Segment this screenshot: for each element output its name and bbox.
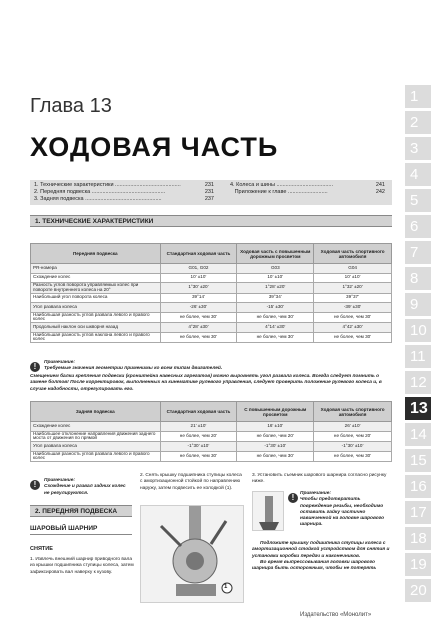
chapter-tab-6[interactable]: 6: [405, 215, 431, 239]
column-header: Стандартная ходовая часть: [160, 244, 237, 264]
cell-value: 10’ ±10’: [237, 273, 314, 283]
row-label: Наибольший угол поворота колеса: [31, 293, 161, 303]
figure-illustration: [141, 506, 245, 604]
note-heading: Примечание:: [44, 478, 75, 483]
warning-icon: !: [30, 480, 40, 490]
note-heading: Примечание:: [44, 360, 75, 365]
chapter-tab-8[interactable]: 8: [405, 267, 431, 291]
note-geometry-body: Смещением балки крепления подвески (кронштейна навесных агрегатов) можно выровнять угол развала колеса. Всегда следует помнить о замене болтов! После корректировок, выполненных на кинематике рулевого управления, следует проверить положение рулевого колеса и, в случае надобности, отрегулировать его.: [30, 374, 382, 392]
cell-value: не более, чем 30’: [314, 332, 392, 343]
cell-value: 1°28’ ±20’: [237, 283, 314, 294]
chapter-tab-12[interactable]: 12: [405, 371, 431, 395]
step-3-text: 3. Установить съемник шарового шарнира согласно рисунку ниже.: [252, 473, 387, 485]
page-title: ХОДОВАЯ ЧАСТЬ: [30, 132, 279, 162]
cell-value: 10’ ±10’: [314, 273, 392, 283]
toc-num: 4.: [230, 182, 235, 188]
toc-page: 231: [204, 182, 214, 188]
warning-icon: !: [288, 493, 298, 503]
cell-value: -26’ ±30’: [160, 303, 237, 313]
cell-value: не более, чем 30’: [160, 451, 237, 462]
cell-value: 21’ ±10’: [160, 422, 237, 432]
cell-value: 1°30’ ±20’: [160, 283, 237, 294]
toc-item[interactable]: Приложение к главе .......................... 242: [234, 189, 385, 195]
row-label: Наибольшая разность углов наклона левого и правого колес: [31, 332, 161, 343]
row-label: Разность углов поворота управляемых колес при повороте внутреннего колеса на 20°: [31, 283, 161, 294]
table-row: [31, 332, 392, 343]
cell-value: не более, чем 20’: [314, 431, 392, 442]
toc-item[interactable]: 2. Передняя подвеска ................................................ 231: [34, 189, 214, 195]
table-row: [31, 451, 392, 462]
note-paragraph: Во время выпрессовывания головки шарового шарнира быть осторожным, чтобы не потерять: [252, 559, 377, 572]
cell-value: -15’ ±30’: [237, 303, 314, 313]
table-row: [31, 442, 392, 452]
step-2-text: 2. Снять крышку подшипника ступицы колеса с амортизационной стойкой по направлению наружу, затем подвесить ее колодкой (1).: [140, 473, 242, 491]
cell-value: G03: [237, 264, 314, 274]
publisher-footer: Издательство «Монолит»: [300, 612, 372, 618]
rear-suspension-table: [30, 401, 392, 462]
chapter-label: Глава 13: [30, 95, 112, 117]
cell-value: -1°30’ ±10’: [237, 442, 314, 452]
cell-value: 4°42’ ±30’: [314, 323, 392, 333]
cell-value: 39°37’: [314, 293, 392, 303]
row-label: Продольный наклон оси шкворня назад: [31, 323, 161, 333]
toc-column-right: [230, 182, 385, 203]
cell-value: -1°30’ ±10’: [314, 442, 392, 452]
table-row: [31, 283, 392, 294]
toc-page: 237: [204, 196, 214, 202]
column-header: Ходовая часть с повышенным дорожным просветом: [237, 244, 314, 264]
cell-value: не более, чем 20’: [160, 431, 237, 442]
note-paragraph: Чтобы предотвратить повреждение резьбы, необходимо оставить гайку частично навинченной на головке шарового шарнира.: [300, 497, 385, 528]
table-row: [31, 431, 392, 442]
row-label: Схождение колес: [31, 422, 161, 432]
cell-value: G04: [314, 264, 392, 274]
subsection-heading: ШАРОВЫЙ ШАРНИР: [30, 525, 132, 535]
row-label: Наибольшая разность углов развала левого и правого колес: [31, 451, 161, 462]
cell-value: не более, чем 30’: [160, 332, 237, 343]
table-row: [31, 264, 392, 274]
chapter-tab-10[interactable]: 10: [405, 319, 431, 343]
chapter-tab-5[interactable]: 5: [405, 189, 431, 213]
table-row: [31, 312, 392, 323]
toc-label: Технические характеристики: [40, 182, 114, 188]
section-heading-front-suspension: 2. ПЕРЕДНЯЯ ПОДВЕСКА: [30, 505, 132, 517]
toc-label: Передняя подвеска: [40, 189, 91, 195]
chapter-tab-2[interactable]: 2: [405, 111, 431, 135]
cell-value: 4°28’ ±30’: [160, 323, 237, 333]
column-header: Задняя подвеска: [31, 402, 161, 422]
table-row: [31, 293, 392, 303]
cell-value: 10’ ±10’: [160, 273, 237, 283]
chapter-tab-18[interactable]: 18: [405, 527, 431, 551]
chapter-tab-17[interactable]: 17: [405, 501, 431, 525]
row-label: Наибольшая разность углов развала левого и правого колес: [31, 312, 161, 323]
toc-num: 3.: [34, 196, 39, 202]
cell-value: 1°32’ ±20’: [314, 283, 392, 294]
note-paragraph: Подложите крышку подшипника ступицы колеса с амортизационной стойкой устройством для снятия и установки коробки передач и наконечников.: [252, 541, 390, 559]
row-label: Наибольшее отклонение направления движения заднего моста от движения по прямой: [31, 431, 161, 442]
note-bold-line: Требуемые значения геометрии применимы ко всем типам двигателей.: [44, 366, 223, 372]
chapter-tab-19[interactable]: 19: [405, 553, 431, 577]
chapter-tab-7[interactable]: 7: [405, 241, 431, 265]
step-1-text: 1. Извлечь внешний шарнир приводного вала из крышки подшипника ступицы колеса, затем зафиксировать вал наверху к кузову.: [30, 557, 134, 575]
cell-value: -39’ ±30’: [314, 303, 392, 313]
note-body: Схождение и развал задних колес не регулируются.: [44, 484, 126, 496]
table-row: [31, 303, 392, 313]
figure-puller: [252, 491, 284, 531]
toc-column-left: [34, 182, 214, 203]
table-row: [31, 422, 392, 432]
chapter-tab-20[interactable]: 20: [405, 579, 431, 603]
toc-item[interactable]: 4. Колеса и шины ..................................... 241: [230, 182, 385, 188]
chapter-tab-15[interactable]: 15: [405, 449, 431, 473]
cell-value: 26’ ±10’: [314, 422, 392, 432]
table-row: [31, 323, 392, 333]
cell-value: 39°34’: [237, 293, 314, 303]
chapter-tab-14[interactable]: 14: [405, 423, 431, 447]
cell-value: G01, G02: [160, 264, 237, 274]
puller-illustration: [253, 492, 285, 532]
row-label: Угол развала колеса: [31, 303, 161, 313]
cell-value: не более, чем 30’: [160, 312, 237, 323]
row-label: Угол развала колеса: [31, 442, 161, 452]
column-header: Ходовая часть спортивного автомобиля: [314, 402, 392, 422]
warning-icon: !: [30, 362, 40, 372]
cell-value: -1°30’ ±10’: [160, 442, 237, 452]
cell-value: 39°14’: [160, 293, 237, 303]
toc-page: 231: [204, 189, 214, 195]
removal-heading: СНЯТИЕ: [30, 546, 53, 552]
cell-value: 4°14’ ±30’: [237, 323, 314, 333]
cell-value: не более, чем 30’: [237, 312, 314, 323]
toc-num: 1.: [34, 182, 39, 188]
column-header: Стандартная ходовая часть: [160, 402, 237, 422]
chapter-tab-1[interactable]: 1: [405, 85, 431, 109]
note-geometry: [44, 360, 392, 373]
note-ball-joint: [300, 491, 392, 529]
chapter-tab-9[interactable]: 9: [405, 293, 431, 317]
row-label: PR-номера: [31, 264, 161, 274]
chapter-tab-3[interactable]: 3: [405, 137, 431, 161]
chapter-tab-4[interactable]: 4: [405, 163, 431, 187]
chapter-tab-11[interactable]: 11: [405, 345, 431, 369]
toc-label: Задняя подвеска: [40, 196, 84, 202]
cell-value: не более, чем 30’: [237, 332, 314, 343]
note-rear: [44, 478, 130, 497]
figure-hub-carrier: [140, 505, 244, 603]
column-header: С повышенным дорожным просветом: [237, 402, 314, 422]
cell-value: не более, чем 20’: [237, 431, 314, 442]
toc-item[interactable]: 3. Задняя подвеска .................................................. 237: [34, 196, 214, 202]
cell-value: не более, чем 30’: [314, 312, 392, 323]
cell-value: 16’ ±10’: [237, 422, 314, 432]
column-header: Передняя подвеска: [31, 244, 161, 264]
cell-value: не более, чем 30’: [314, 451, 392, 462]
note-ball-joint-continued: [252, 541, 392, 572]
toc-page: 241: [375, 182, 385, 188]
table-header-row: [31, 244, 392, 264]
toc-item[interactable]: 1. Технические характеристики ........................................... 231: [34, 182, 214, 188]
chapter-tab-16[interactable]: 16: [405, 475, 431, 499]
row-label: Схождение колес: [31, 273, 161, 283]
column-header: Ходовая часть спортивного автомобиля: [314, 244, 392, 264]
note-heading: Примечание:: [300, 491, 331, 496]
figure-callout-label: 1: [224, 584, 228, 590]
toc-label: Колеса и шины: [236, 182, 275, 188]
table-of-contents: [30, 180, 392, 205]
cell-value: не более, чем 30’: [237, 451, 314, 462]
toc-label: Приложение к главе: [234, 189, 287, 195]
toc-page: 242: [375, 189, 385, 195]
toc-num: 2.: [34, 189, 39, 195]
chapter-tab-13[interactable]: 13: [405, 397, 431, 421]
table-header-row: [31, 402, 392, 422]
section-heading-specs: 1. ТЕХНИЧЕСКИЕ ХАРАКТЕРИСТИКИ: [30, 215, 392, 227]
front-suspension-table: [30, 243, 392, 343]
